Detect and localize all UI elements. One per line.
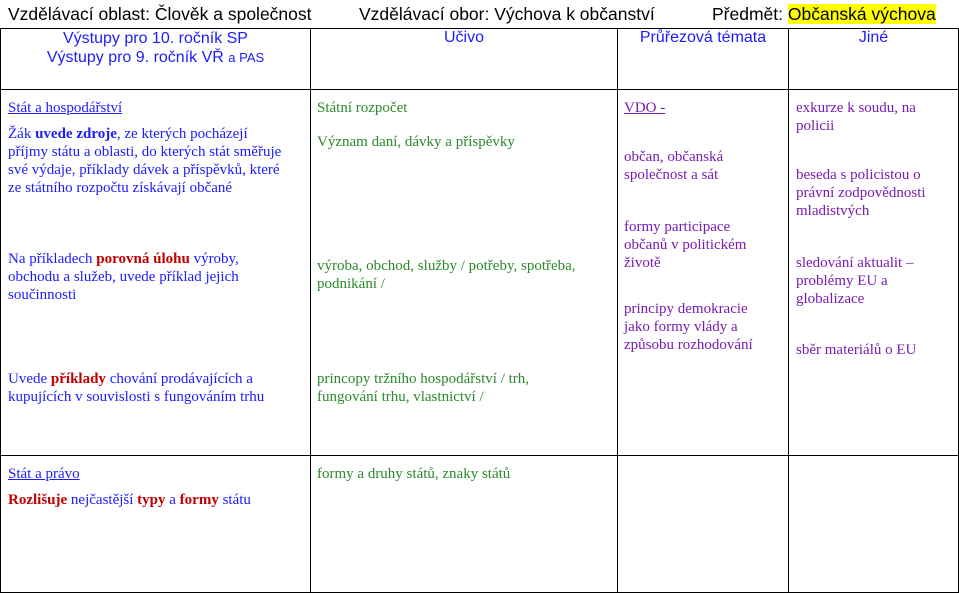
cross-topic-2: formy participace občanů v politickém životě [624, 219, 747, 271]
outcome-3: Uvede příklady chování prodávajících a kupujících v souvislosti s fungováním trhu [8, 371, 265, 405]
cross-topic-heading: VDO - [624, 100, 666, 116]
table-row [1, 90, 959, 456]
educational-area-label: Vzdělávací oblast: Člověk a společnost [8, 4, 312, 24]
curriculum-item-1: formy a druhy států, znaky států [317, 466, 511, 482]
subject-header [0, 0, 959, 28]
outcomes-line-2: Výstupy pro 9. ročník VŘ a PAS [46, 49, 265, 66]
curriculum-table [0, 28, 959, 593]
curriculum-item-4: princopy tržního hospodářství / trh, fungování trhu, vlastnictví / [317, 371, 530, 405]
outcomes-cell [1, 90, 311, 456]
educational-field-label: Vzdělávací obor: Výchova k občanství [359, 4, 655, 24]
other-item-4: sběr materiálů o EU [796, 342, 917, 358]
outcome-1: Rozlišuje nejčastější typy a formy státu [8, 492, 251, 508]
section-title: Stát a právo [8, 466, 80, 482]
subject-value: Občanská výchova [787, 4, 936, 24]
cross-topic-1: občan, občanská společnost a sát [624, 149, 724, 183]
curriculum-cell [311, 90, 618, 456]
header-cross-topics: Průřezová témata [618, 29, 789, 90]
table-header-row [1, 29, 959, 90]
other-item-3: sledování aktualit – problémy EU a globalizace [796, 255, 914, 307]
outcome-1: Žák uvede zdroje, ze kterých pocházejí příjmy státu a oblasti, do kterých stát směřuje své výdaje, příklady dávek a příspěvků, které ze státního rozpočtu získávají občané [8, 126, 282, 196]
cross-topic-3: principy demokracie jako formy vlády a způsobu rozhodování [624, 301, 753, 353]
section-title: Stát a hospodářství [8, 100, 123, 116]
header-curriculum: Učivo [311, 29, 618, 90]
curriculum-item-2: Význam daní, dávky a příspěvky [317, 134, 515, 150]
cross-topics-cell [618, 90, 789, 456]
table-row [1, 456, 959, 593]
outcomes-line-1: Výstupy pro 10. ročník SP [63, 30, 248, 47]
other-item-1: exkurze k soudu, na policii [796, 100, 916, 134]
curriculum-cell [311, 456, 618, 593]
header-other: Jiné [789, 29, 959, 90]
curriculum-item-3: výroba, obchod, služby / potřeby, spotřeba, podnikání / [317, 258, 576, 292]
header-outcomes [1, 29, 311, 90]
outcomes-cell [1, 456, 311, 593]
subject-label: Předmět: Občanská výchova [712, 4, 936, 24]
other-cell [789, 456, 959, 593]
other-cell [789, 90, 959, 456]
other-item-2: beseda s policistou o právní zodpovědnosti mladistvých [796, 167, 926, 219]
outcome-2: Na příkladech porovná úlohu výroby, obchodu a služeb, uvede příklad jejich součinnosti [8, 251, 239, 303]
curriculum-item-1: Státní rozpočet [317, 100, 408, 116]
cross-topics-cell [618, 456, 789, 593]
